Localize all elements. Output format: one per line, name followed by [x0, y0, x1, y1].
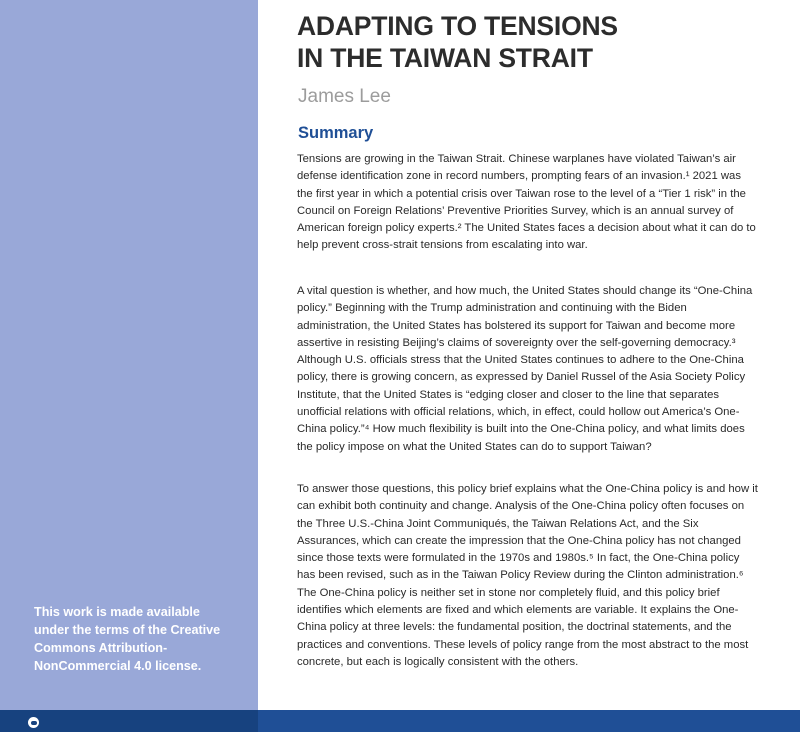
document-title	[297, 10, 767, 74]
sidebar-panel	[0, 0, 258, 732]
title-line-1: ADAPTING TO TENSIONS	[297, 11, 618, 41]
paragraph-3: To answer those questions, this policy brief explains what the One-China policy is and how it can exhibit both continuity and change. Analysis of the One-China policy often focuses on the Three U.S.-China Joint Communiqués, the Taiwan Relations Act, and the Six Assurances, which can create the impression that the One-China policy has not changed since those texts were formulated in the 1970s and 1980s.⁵ In fact, the One-China policy has been revised, such as in the Taiwan Policy Review during the Clinton administration.⁶ The One-China policy is neither set in stone nor completely fluid, and this policy brief identifies which elements are fixed and which elements are variable. It explains the One-China policy at three levels: the fundamental position, the doctrinal statements, and the practices and conventions. These levels of policy range from the most abstract to the most concrete, but each is logically consistent with the others.	[297, 483, 758, 668]
title-line-2: IN THE TAIWAN STRAIT	[297, 43, 593, 73]
paragraph-2: A vital question is whether, and how much, the United States should change its “One-China policy.” Beginning with the Trump administration and continuing with the Biden administration, the United States has bolstered its support for Taiwan and become more assertive in resisting Beijing’s claims of sovereignty over the self-governing democracy.³ Although U.S. officials stress that the United States continues to adhere to the One-China policy, there is growing concern, as expressed by Daniel Russel of the Asia Society Policy Institute, that the United States is “edging closer and closer to the line that separates unofficial relations with official relations, which, in effect, could hollow out America’s One-China policy.”⁴ How much flexibility is built into the One-China policy, and what limits does the policy impose on what the United States can do to support Taiwan?	[297, 285, 753, 453]
section-heading: Summary	[298, 124, 374, 142]
license-notice: This work is made available under the terms of the Creative Commons Attribution-NonCommercial 4.0 license.	[34, 605, 221, 673]
logo-icon	[28, 717, 39, 728]
paragraph-1: Tensions are growing in the Taiwan Strait. Chinese warplanes have violated Taiwan’s air defense identification zone in record numbers, prompting fears of an invasion.¹ 2021 was the first year in which a potential crisis over Taiwan rose to the level of a “Tier 1 risk” in the Council on Foreign Relations’ Preventive Priorities Survey, which is an annual survey of American foreign policy experts.² The United States faces a decision about what it can do to help prevent cross-strait tensions from escalating into war.	[297, 153, 756, 252]
author-name: James Lee	[298, 86, 391, 107]
